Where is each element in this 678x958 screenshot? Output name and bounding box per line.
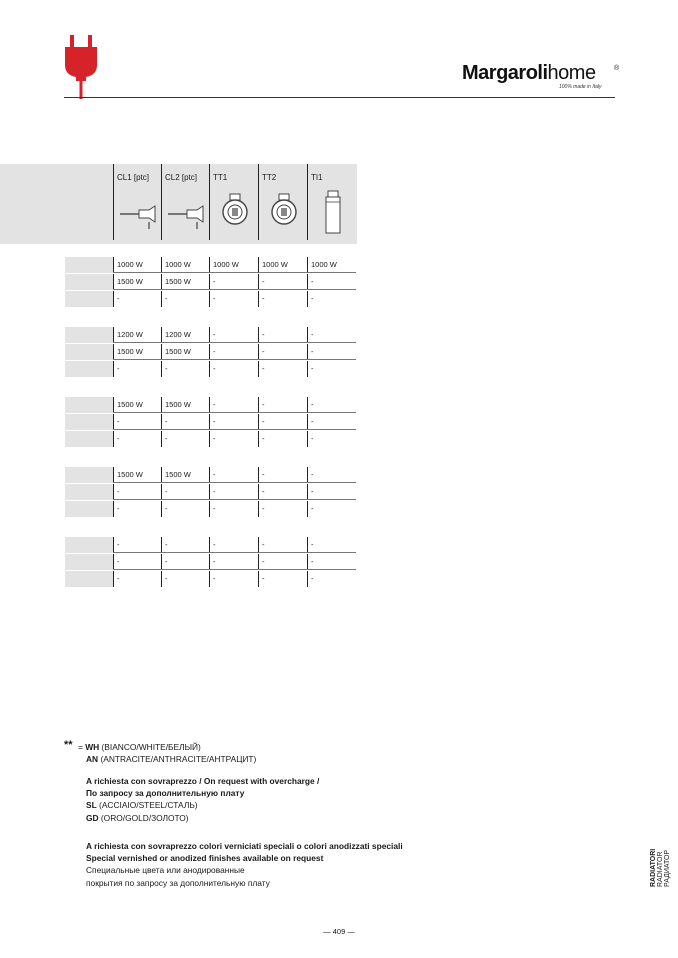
note-an	[86, 754, 256, 766]
row-label-cell	[65, 554, 113, 570]
brand-name-bold: Margaroli	[462, 62, 548, 84]
table-cell: -	[307, 467, 355, 483]
row-label-cell	[65, 571, 113, 587]
table-row	[65, 431, 356, 447]
plug-cable-icon	[165, 188, 209, 236]
table-cell: -	[258, 431, 306, 447]
table-cell: -	[209, 397, 257, 413]
side-label-ru: РАДИАТОР	[664, 849, 671, 887]
table-row	[65, 257, 356, 273]
table-row	[65, 467, 356, 483]
table-cell: 1500 W	[113, 397, 161, 413]
note-gd-code: GD	[86, 813, 99, 823]
table-row	[65, 414, 356, 430]
table-cell: 1500 W	[113, 467, 161, 483]
table-row	[65, 361, 356, 377]
table-cell: -	[209, 361, 257, 377]
table-cell: -	[113, 501, 161, 517]
note-request-1: A richiesta con sovraprezzo / On request with overcharge /	[86, 776, 320, 786]
column-label: CL1 [ptc]	[117, 173, 150, 182]
table-row	[65, 397, 356, 413]
column-label: CL2 [ptc]	[165, 173, 198, 182]
table-cell: -	[209, 467, 257, 483]
column-header-cl2	[161, 164, 210, 240]
table-cell: 1500 W	[161, 344, 209, 360]
side-label-it: RADIATORI	[650, 848, 657, 887]
row-divider	[113, 289, 356, 290]
table-row	[65, 327, 356, 343]
table-cell: -	[113, 414, 161, 430]
table-cell: -	[258, 291, 306, 307]
row-divider	[113, 482, 356, 483]
table-row	[65, 571, 356, 587]
row-divider	[113, 272, 356, 273]
table-cell: -	[258, 554, 306, 570]
table-cell: -	[113, 431, 161, 447]
table-cell: 1200 W	[113, 327, 161, 343]
table-cell: 1000 W	[258, 257, 306, 273]
table-cell: -	[161, 414, 209, 430]
table-cell: -	[307, 554, 355, 570]
row-label-cell	[65, 484, 113, 500]
table-cell: -	[307, 501, 355, 517]
row-label-cell	[65, 291, 113, 307]
table-cell: -	[113, 537, 161, 553]
note-sl-code: SL	[86, 800, 97, 810]
table-cell: -	[113, 484, 161, 500]
plug-cable-icon	[117, 188, 161, 236]
row-label-cell	[65, 467, 113, 483]
table-cell: -	[209, 571, 257, 587]
row-label-cell	[65, 501, 113, 517]
note-request-2-ru1: Специальные цвета или анодированные	[86, 865, 245, 875]
row-label-cell	[65, 397, 113, 413]
table-cell: -	[209, 274, 257, 290]
brand-registered: ®	[614, 65, 620, 72]
table-cell: -	[307, 484, 355, 500]
table-cell: -	[258, 344, 306, 360]
table-cell: -	[307, 344, 355, 360]
side-section-label	[647, 835, 678, 890]
power-plug-icon	[64, 35, 98, 99]
note-request-2-en: Special vernished or anodized finishes available on request	[86, 853, 324, 863]
note-request-1-ru: По запросу за дополнительную плату	[86, 788, 245, 798]
table-cell: -	[307, 274, 355, 290]
table-cell: -	[258, 571, 306, 587]
table-cell: 1500 W	[161, 397, 209, 413]
table-cell: -	[113, 571, 161, 587]
row-label-cell	[65, 414, 113, 430]
note-wh	[78, 742, 201, 754]
row-label-cell	[65, 344, 113, 360]
row-divider	[113, 359, 356, 360]
row-label-cell	[65, 431, 113, 447]
header-divider	[64, 97, 615, 98]
table-cell: -	[161, 361, 209, 377]
table-cell: -	[258, 397, 306, 413]
table-cell: -	[209, 484, 257, 500]
table-cell: -	[161, 291, 209, 307]
table-cell: 1000 W	[307, 257, 355, 273]
column-header-cl1	[113, 164, 162, 240]
table-cell: -	[161, 554, 209, 570]
note-an-text: (ANTRACITE/ANTHRACITE/АНТРАЦИТ)	[100, 754, 257, 764]
row-divider	[113, 412, 356, 413]
note-wh-code: WH	[85, 742, 100, 752]
table-cell: -	[307, 327, 355, 343]
table-cell: 1500 W	[161, 274, 209, 290]
table-cell: -	[209, 327, 257, 343]
column-header-tt2	[258, 164, 307, 240]
column-header-tt1	[209, 164, 258, 240]
table-cell: -	[258, 327, 306, 343]
table-row	[65, 274, 356, 290]
thermostat-knob-icon	[262, 188, 306, 236]
table-row	[65, 484, 356, 500]
table-cell: -	[307, 431, 355, 447]
table-cell: -	[161, 431, 209, 447]
note-sl	[86, 800, 198, 812]
note-wh-text: (BIANCO/WHITE/БЕЛЫЙ)	[101, 742, 201, 752]
table-cell: -	[258, 467, 306, 483]
note-eq: =	[78, 742, 83, 752]
table-cell: 1000 W	[113, 257, 161, 273]
row-label-cell	[65, 327, 113, 343]
table-cell: -	[209, 291, 257, 307]
table-cell: -	[307, 291, 355, 307]
table-cell: -	[161, 501, 209, 517]
table-cell: -	[307, 571, 355, 587]
note-gd	[86, 813, 189, 825]
table-row	[65, 537, 356, 553]
cylinder-heater-icon	[311, 188, 355, 236]
table-cell: -	[113, 554, 161, 570]
table-cell: -	[209, 414, 257, 430]
row-label-cell	[65, 274, 113, 290]
table-row	[65, 344, 356, 360]
table-cell: -	[161, 571, 209, 587]
note-an-code: AN	[86, 754, 99, 764]
note-gd-text: (ORO/GOLD/ЗОЛОТО)	[100, 813, 189, 823]
note-sl-text: (ACCIAIO/STEEL/СТАЛЬ)	[99, 800, 198, 810]
table-cell: -	[258, 484, 306, 500]
table-cell: 1200 W	[161, 327, 209, 343]
row-label-cell	[65, 361, 113, 377]
table-cell: -	[113, 291, 161, 307]
table-cell: -	[307, 361, 355, 377]
row-divider	[113, 552, 356, 553]
side-label-en: RADIATOR	[657, 851, 664, 887]
table-cell: -	[113, 361, 161, 377]
table-cell: -	[209, 344, 257, 360]
table-cell: -	[258, 501, 306, 517]
table-cell: -	[209, 537, 257, 553]
table-cell: -	[209, 431, 257, 447]
table-cell: -	[161, 484, 209, 500]
column-header-ti1	[307, 164, 356, 240]
column-label: TI1	[311, 173, 323, 182]
table-cell: 1500 W	[161, 467, 209, 483]
table-cell: 1500 W	[113, 344, 161, 360]
column-label: TT1	[213, 173, 228, 182]
row-divider	[113, 342, 356, 343]
row-label-cell	[65, 537, 113, 553]
row-label-cell	[65, 257, 113, 273]
table-cell: 1000 W	[209, 257, 257, 273]
brand-tagline: 100% made in Italy	[559, 84, 602, 90]
table-cell: -	[258, 414, 306, 430]
table-cell: -	[161, 537, 209, 553]
note-request-2-it: A richiesta con sovraprezzo colori verniciati speciali o colori anodizzati speciali	[86, 841, 403, 851]
row-divider	[113, 569, 356, 570]
brand-name-light: home	[547, 62, 596, 84]
row-divider	[113, 499, 356, 500]
table-row	[65, 291, 356, 307]
table-row	[65, 501, 356, 517]
table-cell: 1500 W	[113, 274, 161, 290]
table-cell: -	[258, 537, 306, 553]
table-cell: -	[307, 414, 355, 430]
table-cell: -	[307, 537, 355, 553]
footnote-stars: **	[64, 739, 73, 751]
table-cell: -	[307, 397, 355, 413]
table-row	[65, 554, 356, 570]
thermostat-knob-icon	[213, 188, 257, 236]
brand-logo	[462, 62, 622, 92]
column-label: TT2	[262, 173, 277, 182]
table-cell: 1000 W	[161, 257, 209, 273]
table-cell: -	[209, 501, 257, 517]
table-cell: -	[258, 361, 306, 377]
note-request-2-ru2: покрытия по запросу за дополнительную плату	[86, 878, 270, 888]
table-cell: -	[258, 274, 306, 290]
row-divider	[113, 429, 356, 430]
page-number: — 409 —	[323, 927, 355, 936]
table-cell: -	[209, 554, 257, 570]
